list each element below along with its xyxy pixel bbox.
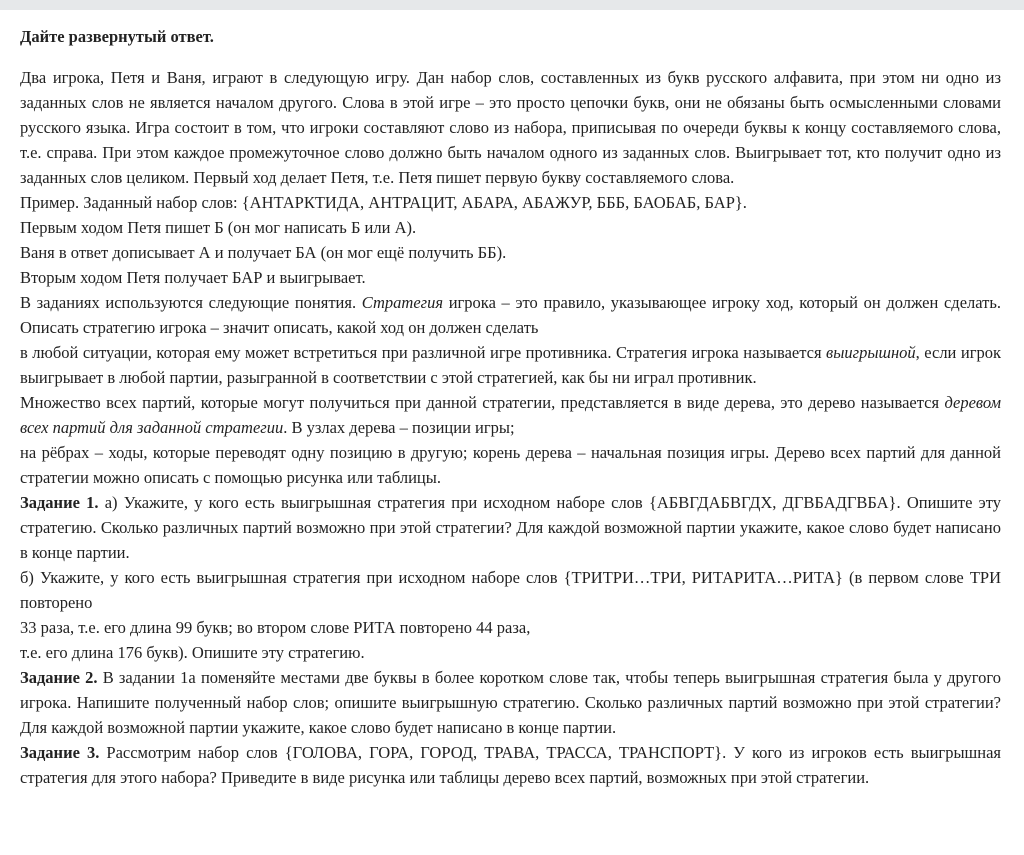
- concepts-text: В заданиях используются следующие понятия.: [20, 293, 357, 312]
- task3-label: Задание 3.: [20, 743, 100, 762]
- concepts-paragraph-3: [20, 390, 1001, 440]
- task1-b-line-3: т.е. его длина 176 букв). Опишите эту стратегию.: [20, 643, 365, 662]
- concepts-text: игрока – это правило, указывающее игроку ход, который он должен сделать. Описать стратегию игрока – значит описать, какой ход он должен сделать: [20, 293, 1002, 337]
- concepts-text: Множество всех партий, которые могут получиться при данной стратегии, представляется в виде дерева, это дерево называется: [20, 393, 940, 412]
- concepts-text: , если игрок выигрывает в любой партии, разыгранной в соответствии с этой стратегией, как бы ни играл противник.: [20, 343, 1001, 387]
- task1-b-line-1: б) Укажите, у кого есть выигрышная стратегия при исходном наборе слов {ТРИТРИ…ТРИ, РИТАРИТА…РИТА} (в первом слове ТРИ повторено: [20, 568, 1001, 612]
- example-line-2: Первым ходом Петя пишет Б (он мог написать Б или А).: [20, 218, 417, 237]
- example-line-1: Пример. Заданный набор слов: {АНТАРКТИДА, АНТРАЦИТ, АБАРА, АБАЖУР, БББ, БАОБАБ, БАР}.: [20, 193, 747, 212]
- task2-label: Задание 2.: [20, 668, 98, 687]
- task1-b-line-2: 33 раза, т.е. его длина 99 букв; во втором слове РИТА повторено 44 раза,: [20, 618, 531, 637]
- intro-paragraph: Два игрока, Петя и Ваня, играют в следующую игру. Дан набор слов, составленных из букв русского алфавита, при этом ни одно из заданных слов не является началом другого. Слова в этой игре – это просто цепочки букв, они не обязаны быть осмысленными словами русского языка. Игра состоит в том, что игроки составляют слово из набора, приписывая по очереди буквы к концу составляемого слова, т.е. справа. При этом каждое промежуточное слово должно быть началом одного из заданных слов. Выигрывает тот, кто получит одно из заданных слов целиком. Первый ход делает Петя, т.е. Петя пишет первую букву составляемого слова.: [20, 68, 1001, 187]
- task3-text: Рассмотрим набор слов {ГОЛОВА, ГОРА, ГОРОД, ТРАВА, ТРАССА, ТРАНСПОРТ}. У кого из игроков есть выигрышная стратегия для этого набора? Приведите в виде рисунка или таблицы дерево всех партий, возможных при этой стратегии.: [20, 743, 1001, 787]
- task-document: [20, 24, 1001, 790]
- task3: [20, 740, 1001, 790]
- top-bar: [0, 0, 1024, 10]
- concepts-text: . В узлах дерева – позиции игры;: [283, 418, 515, 437]
- task1-a: [20, 490, 1001, 565]
- task2-text: В задании 1а поменяйте местами две буквы в более коротком слове так, чтобы теперь выигрышная стратегия была у другого игрока. Напишите полученный набор слов; опишите выигрышную стратегию. Сколько различных партий возможно при этой стратегии? Для каждой возможной партии укажите, какое слово будет написано в конце партии.: [20, 668, 1002, 737]
- concepts-paragraph-4: на рёбрах – ходы, которые переводят одну позицию в другую; корень дерева – начальная позиция игры. Дерево всех партий для данной стратегии можно описать с помощью рисунка или таблицы.: [20, 443, 1001, 487]
- task2: [20, 665, 1001, 740]
- concepts-text: в любой ситуации, которая ему может встретиться при различной игре противника. Стратегия игрока называется: [20, 343, 822, 362]
- example-line-3: Ваня в ответ дописывает А и получает БА (он мог ещё получить ББ).: [20, 243, 507, 262]
- concepts-paragraph-1: [20, 290, 1001, 340]
- term-game-tree: деревом всех партий для заданной стратегии: [20, 393, 1001, 437]
- concepts-paragraph-2: [20, 340, 1001, 390]
- example-line-4: Вторым ходом Петя получает БАР и выигрывает.: [20, 268, 366, 287]
- term-winning: выигрышной: [826, 343, 916, 362]
- term-strategy: Стратегия: [361, 293, 444, 312]
- task-heading: Дайте развернутый ответ.: [20, 27, 214, 46]
- task1-a-text: а) Укажите, у кого есть выигрышная стратегия при исходном наборе слов {АБВГДАБВГДХ, ДГВБАДГВБА}. Опишите эту стратегию. Сколько различных партий возможно при этой стратегии? Для каждой возможной партии укажите, какое слово будет написано в конце партии.: [20, 493, 1002, 562]
- task1-label: Задание 1.: [20, 493, 99, 512]
